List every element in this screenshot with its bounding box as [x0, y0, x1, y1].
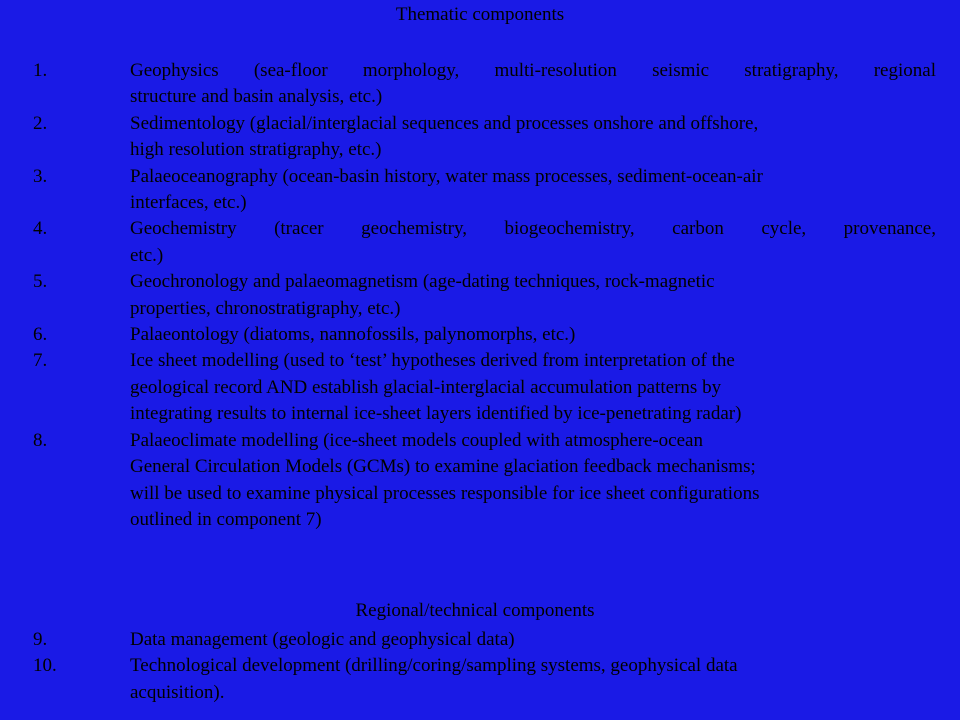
- list-item: [0, 164, 960, 217]
- item-text-line: General Circulation Models (GCMs) to examine glaciation feedback mechanisms;: [130, 456, 756, 478]
- item-number: 3.: [33, 165, 48, 187]
- item-text-line: integrating results to internal ice-sheet layers identified by ice-penetrating radar): [130, 403, 742, 425]
- list-item: [0, 216, 960, 269]
- item-number: 10.: [33, 655, 57, 677]
- item-text: [130, 322, 936, 348]
- item-text-line: Technological development (drilling/coring/sampling systems, geophysical data: [130, 655, 738, 677]
- item-number: 4.: [33, 218, 48, 240]
- item-number: 7.: [33, 350, 48, 372]
- item-text-line: acquisition).: [130, 681, 225, 703]
- item-number: 2.: [33, 112, 48, 134]
- list-item: [0, 58, 960, 111]
- regional-technical-components-heading: Regional/technical components: [355, 600, 595, 621]
- item-text-line: geological record AND establish glacial-interglacial accumulation patterns by: [130, 376, 722, 398]
- thematic-components-list: [0, 58, 960, 533]
- item-text-line: etc.): [130, 244, 164, 266]
- item-text: [130, 164, 936, 217]
- list-item: [0, 269, 960, 322]
- item-text: [130, 653, 936, 706]
- item-text-line: will be used to examine physical processes responsible for ice sheet configurations: [130, 482, 760, 504]
- list-item: [0, 322, 960, 348]
- item-text-line: high resolution stratigraphy, etc.): [130, 139, 382, 161]
- item-number: 9.: [33, 629, 48, 650]
- item-text: [130, 269, 936, 322]
- item-number: 5.: [33, 271, 48, 293]
- item-text-line: Geophysics (sea-floor morphology, multi-resolution seismic stratigraphy, regional: [130, 60, 936, 81]
- list-item: [0, 111, 960, 164]
- item-text: [130, 428, 936, 534]
- item-text: [130, 627, 936, 653]
- item-text: [130, 216, 936, 269]
- item-text-line: structure and basin analysis, etc.): [130, 86, 383, 108]
- item-text-line: Ice sheet modelling (used to ‘test’ hypotheses derived from interpretation of the: [130, 350, 735, 372]
- item-text-line: interfaces, etc.): [130, 192, 247, 214]
- item-text-line: Palaeoceanography (ocean-basin history, water mass processes, sediment-ocean-air: [130, 165, 763, 187]
- item-text-line: Palaeoclimate modelling (ice-sheet models coupled with atmosphere-ocean: [130, 429, 703, 451]
- item-text-line: Geochronology and palaeomagnetism (age-dating techniques, rock-magnetic: [130, 271, 715, 293]
- item-text-line: outlined in component 7): [130, 508, 322, 530]
- list-item: [0, 627, 960, 653]
- item-text-line: Data management (geologic and geophysical data): [130, 629, 515, 650]
- list-item: [0, 348, 960, 427]
- item-text: [130, 348, 936, 427]
- regional-technical-components-list: [0, 627, 960, 706]
- item-text-line: Geochemistry (tracer geochemistry, biogeochemistry, carbon cycle, provenance,: [130, 218, 936, 240]
- item-number: 8.: [33, 429, 48, 451]
- item-text-line: Sedimentology (glacial/interglacial sequences and processes onshore and offshore,: [130, 112, 759, 134]
- thematic-components-heading: Thematic components: [395, 4, 565, 25]
- item-number: 1.: [33, 60, 48, 81]
- item-text: [130, 58, 936, 111]
- item-number: 6.: [33, 324, 48, 346]
- list-item: [0, 653, 960, 706]
- list-item: [0, 428, 960, 534]
- item-text-line: Palaeontology (diatoms, nannofossils, palynomorphs, etc.): [130, 324, 576, 346]
- item-text-line: properties, chronostratigraphy, etc.): [130, 297, 401, 319]
- item-text: [130, 111, 936, 164]
